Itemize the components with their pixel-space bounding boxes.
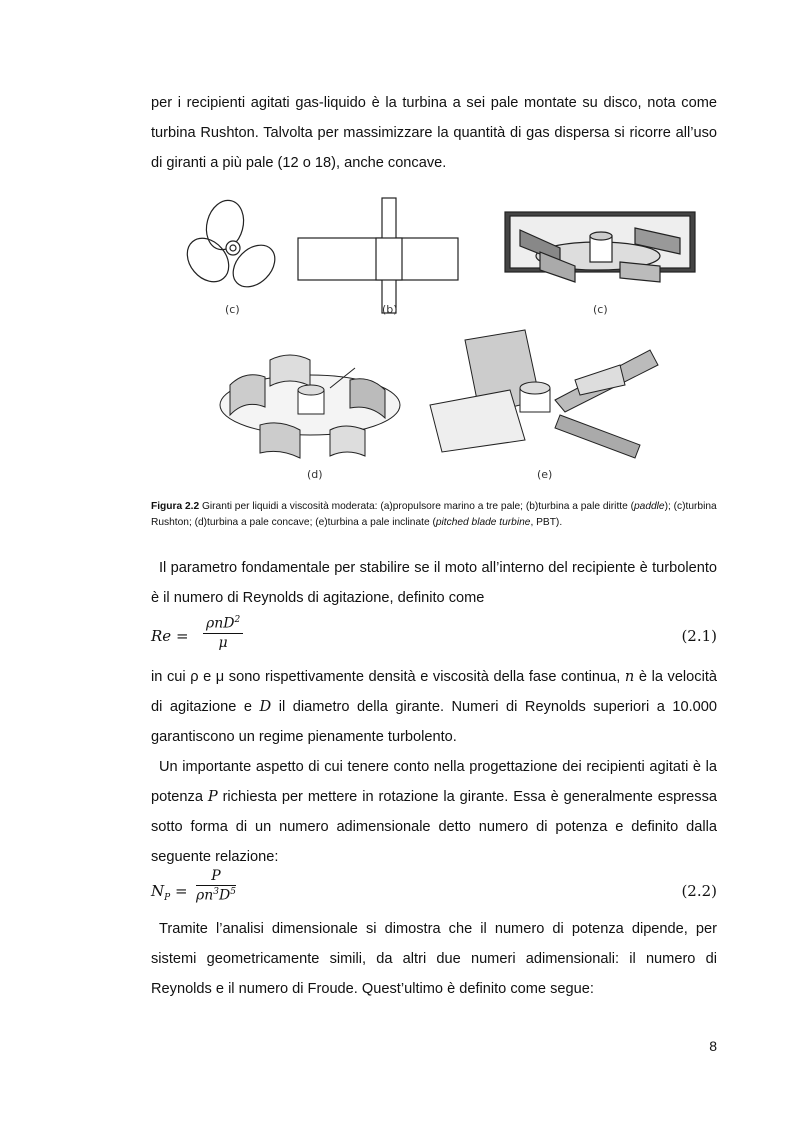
equation-2-1-numerator: ρnD$^2$ [203, 615, 243, 634]
rushton-turbine-drawing [505, 212, 695, 282]
equation-2-2-lhs: $N_P$ = [151, 882, 188, 903]
impellers-illustration [180, 190, 710, 490]
equation-2-2-fraction [196, 868, 236, 904]
equation-2-1-denominator: μ [218, 634, 228, 651]
equation-2-2-numerator: P [196, 868, 236, 886]
caption-text-1: Giranti per liquidi a viscosità moderata: (a)propulsore marino a tre pale; (b)turbina a pale diritte ( [199, 501, 634, 512]
marine-propeller-drawing [180, 196, 283, 295]
concave-turbine-drawing [220, 355, 400, 458]
paddle-turbine-drawing [298, 198, 458, 313]
equation-2-2-denominator: $\rho n^3D^5$ [196, 887, 236, 904]
paragraph-intro: per i recipienti agitati gas-liquido è la turbina a sei pale montate su disco, nota come turbina Rushton. Talvolta per massimizzare la quantità di gas dispersa si ricorre all’uso di giranti a più pale (12 o 18), anche concave. [151, 95, 717, 171]
page-number: 8 [709, 1038, 717, 1054]
equation-2-2-number: (2.2) [681, 882, 717, 900]
equation-2-2 [151, 868, 717, 908]
paragraph-reynolds-definition: in cui ρ e μ sono rispettivamente densità e viscosità della fase continua, n è la velocità di agitazione e D il diametro della girante. Numeri di Reynolds superiori a 10.000 garantiscono un regime pienamente turbolento. [151, 668, 718, 745]
figure-label-c: (c) [593, 303, 608, 316]
paragraph-reynolds: Il parametro fondamentale per stabilire se il moto all’interno del recipiente è turbolento è il numero di Reynolds di agitazione, definito come [151, 560, 717, 606]
paragraph-dimensional-analysis: Tramite l’analisi dimensionale si dimostra che il numero di potenza dipende, per sistemi geometricamente simili, da altri due numeri adimensionali: il numero di Reynolds e il numero di Froude. Quest’ultimo è definito come segue: [151, 921, 717, 997]
caption-text-3: , PBT). [530, 517, 563, 528]
caption-text-2: ); (c)turbina Rushton; (d)turbina a pale concave; (e)turbina a pale inclinate ( [151, 501, 717, 528]
equation-2-1-lhs: Re = [151, 627, 189, 645]
figure-label-b: (b) [382, 303, 398, 316]
pitched-blade-turbine-drawing [430, 330, 658, 458]
paragraph-power: Un importante aspetto di cui tenere conto nella progettazione dei recipienti agitati è la potenza P richiesta per mettere in rotazione la girante. Essa è generalmente espressa sotto forma di un numero adimensionale detto numero di potenza e definito dalla seguente relazione: [151, 759, 717, 865]
figure-caption [151, 499, 726, 531]
equation-2-1-number: (2.1) [681, 627, 717, 645]
figure-label-e: (e) [537, 468, 553, 481]
equation-2-1-fraction [203, 615, 243, 651]
figure-label-a: (c) [225, 303, 240, 316]
figure-caption-label: Figura 2.2 [151, 501, 200, 512]
equation-2-1 [151, 615, 717, 655]
caption-italic-pbt: pitched blade turbine [435, 517, 531, 528]
caption-italic-paddle: paddle [634, 501, 665, 512]
figure-label-d: (d) [307, 468, 323, 481]
impellers-figure [180, 190, 710, 490]
